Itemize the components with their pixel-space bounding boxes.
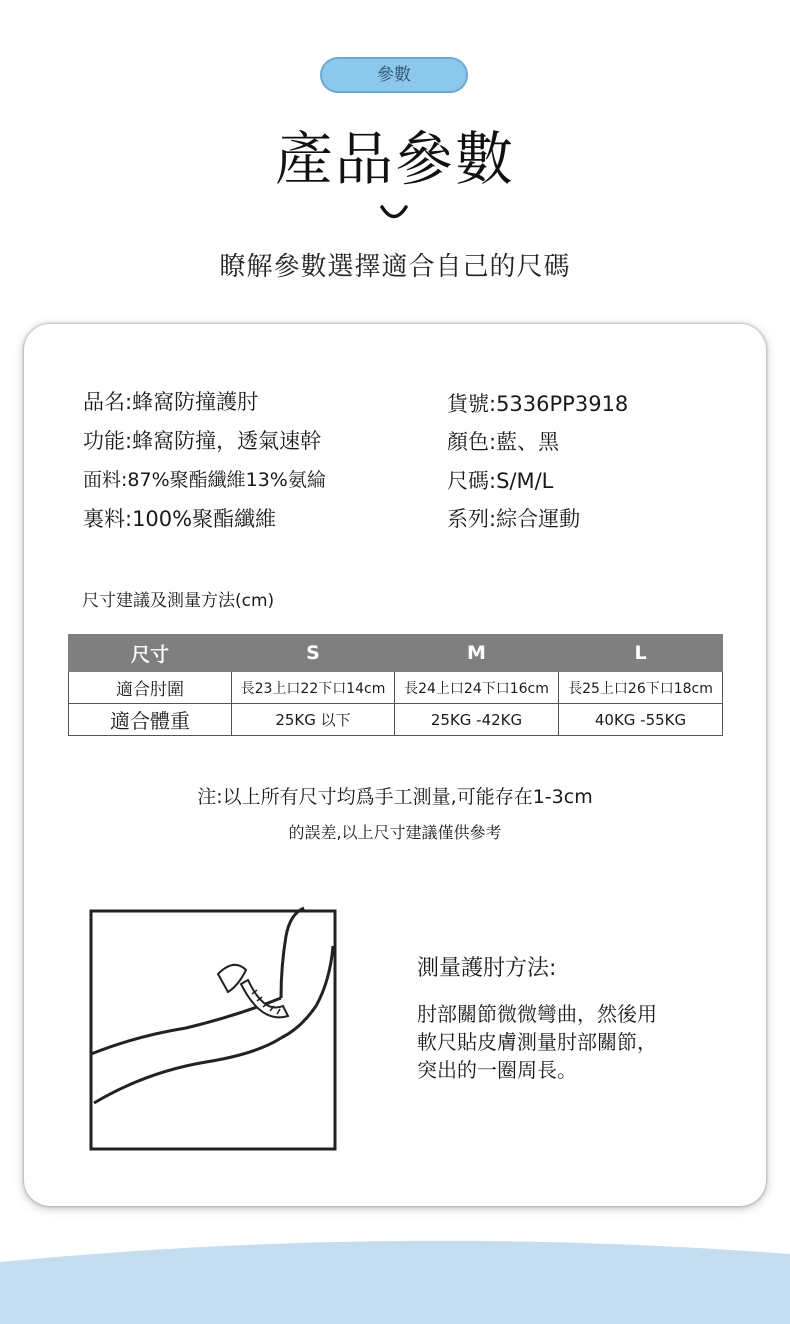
spec-fabric: 面料:87%聚酯纖維13%氨綸 [83,469,326,491]
size-table-header [69,635,723,672]
elbow-measurement-illustration [76,896,348,1158]
header-size: 尺寸 [69,635,232,672]
size-section-label: 尺寸建議及測量方法(cm) [82,591,275,611]
table-row [69,704,723,736]
table-cell: 長23上口22下口14cm [232,672,395,704]
spec-color: 顏色:藍、黑 [447,430,560,454]
smile-icon [379,204,409,222]
size-table [68,634,723,736]
bottom-wave [0,1228,790,1324]
table-cell: 25KG -42KG [395,704,559,736]
spec-series: 系列:綜合運動 [447,507,581,531]
method-line: 軟尺貼皮膚測量肘部關節， [417,1030,657,1054]
table-row [69,672,723,704]
spec-lining: 裏料:100%聚酯纖維 [83,507,277,531]
method-line: 肘部關節微微彎曲，然後用 [417,1002,657,1026]
spec-function: 功能:蜂窩防撞，透氣速幹 [83,429,322,453]
spec-name: 品名:蜂窩防撞護肘 [83,390,259,414]
header-l: L [559,635,723,672]
method-line: 突出的一圈周長。 [417,1058,577,1082]
spec-size: 尺碼:S/M/L [447,469,554,493]
header-s: S [232,635,395,672]
row-label: 適合體重 [69,704,232,736]
note-line-2: 的誤差,以上尺寸建議僅供參考 [288,823,502,842]
header-m: M [395,635,559,672]
table-cell: 長25上口26下口18cm [559,672,723,704]
table-cell: 40KG -55KG [559,704,723,736]
row-label: 適合肘圍 [69,672,232,704]
params-badge: 參數 [320,57,468,93]
page-subtitle: 瞭解參數選擇適合自己的尺碼 [219,252,571,282]
method-title: 測量護肘方法: [417,956,557,981]
table-cell: 長24上口24下口16cm [395,672,559,704]
table-cell: 25KG 以下 [232,704,395,736]
page-title: 產品參數 [274,125,515,193]
spec-item-no: 貨號:5336PP3918 [447,392,629,416]
note-line-1: 注:以上所有尺寸均爲手工測量,可能存在1-3cm [197,786,593,808]
method-description [417,1000,737,1084]
